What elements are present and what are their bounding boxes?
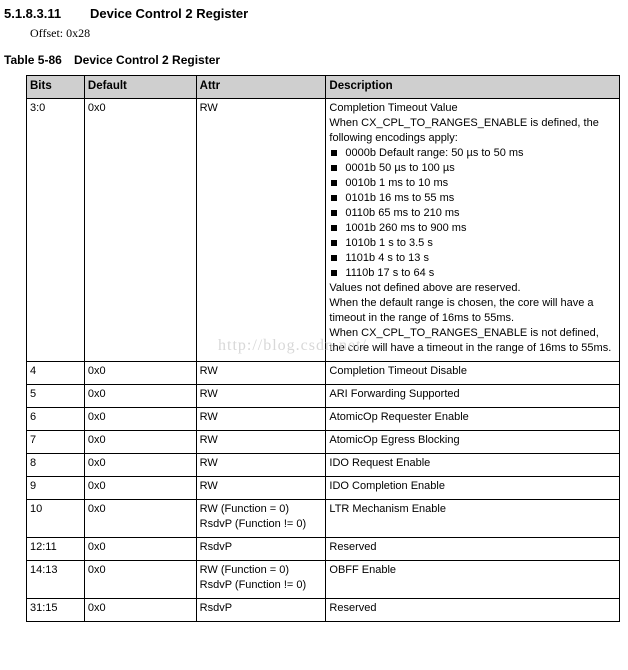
encoding-item: 1110b 17 s to 64 s <box>329 266 616 281</box>
cell-attr: RW <box>196 99 326 362</box>
cell-description: OBFF Enable <box>326 561 620 599</box>
cell-description: IDO Request Enable <box>326 454 620 477</box>
table-row <box>27 477 620 500</box>
watermark-text: http://blog.csdn.net/ <box>218 337 367 354</box>
cell-description: AtomicOp Egress Blocking <box>326 431 620 454</box>
cell-attr <box>196 538 326 561</box>
table-row <box>27 561 620 599</box>
attr-line-2: RsdvP (Function != 0) <box>199 579 307 591</box>
desc-note: Values not defined above are reserved. <box>329 282 521 294</box>
cell-bits: 14:13 <box>27 561 85 599</box>
attr-line: RW <box>199 434 218 446</box>
cell-default: 0x0 <box>84 385 196 408</box>
section-heading <box>4 6 248 21</box>
attr-line: RsdvP <box>199 541 233 553</box>
table-row <box>27 500 620 538</box>
table-header-row <box>27 76 620 99</box>
table-caption <box>4 53 220 67</box>
cell-description: LTR Mechanism Enable <box>326 500 620 538</box>
table-row <box>27 538 620 561</box>
cell-description: ARI Forwarding Supported <box>326 385 620 408</box>
cell-description: Reserved <box>326 538 620 561</box>
cell-attr <box>196 477 326 500</box>
section-title: Device Control 2 Register <box>90 6 249 21</box>
header-bits: Bits <box>27 76 85 99</box>
cell-default: 0x0 <box>84 599 196 622</box>
cell-bits: 31:15 <box>27 599 85 622</box>
cell-default: 0x0 <box>84 454 196 477</box>
cell-description: AtomicOp Requester Enable <box>326 408 620 431</box>
table-row <box>27 99 620 362</box>
cell-description: IDO Completion Enable <box>326 477 620 500</box>
table-number: Table 5-86 <box>4 53 62 67</box>
cell-attr <box>196 500 326 538</box>
attr-line: RW (Function = 0) <box>199 564 290 576</box>
cell-bits: 9 <box>27 477 85 500</box>
encoding-list <box>329 146 616 281</box>
cell-default: 0x0 <box>84 362 196 385</box>
cell-attr <box>196 385 326 408</box>
encoding-item: 1001b 260 ms to 900 ms <box>329 221 616 236</box>
cell-default: 0x0 <box>84 408 196 431</box>
table-row <box>27 454 620 477</box>
encoding-item: 1010b 1 s to 3.5 s <box>329 236 616 251</box>
encoding-item: 0110b 65 ms to 210 ms <box>329 206 616 221</box>
encoding-item: 0000b Default range: 50 µs to 50 ms <box>329 146 616 161</box>
desc-note: When the default range is chosen, the core will have a timeout in the range of 16ms to 55ms. <box>329 297 594 324</box>
attr-line: RW <box>199 411 218 423</box>
cell-description: Reserved <box>326 599 620 622</box>
section-number: 5.1.8.3.11 <box>4 6 62 21</box>
cell-bits: 5 <box>27 385 85 408</box>
attr-line: RW (Function = 0) <box>199 503 290 515</box>
table-row <box>27 599 620 622</box>
encoding-item: 0010b 1 ms to 10 ms <box>329 176 616 191</box>
cell-default: 0x0 <box>84 99 196 362</box>
cell-attr <box>196 599 326 622</box>
cell-bits: 8 <box>27 454 85 477</box>
desc-note: When CX_CPL_TO_RANGES_ENABLE is not defined, the core will have a timeout in the range of 16ms to 55ms. <box>329 327 612 354</box>
attr-line-2: RsdvP (Function != 0) <box>199 518 307 530</box>
table-row <box>27 362 620 385</box>
cell-default: 0x0 <box>84 538 196 561</box>
header-attr: Attr <box>196 76 326 99</box>
cell-attr <box>196 431 326 454</box>
cell-default: 0x0 <box>84 431 196 454</box>
encoding-item: 0101b 16 ms to 55 ms <box>329 191 616 206</box>
cell-attr <box>196 362 326 385</box>
cell-bits: 10 <box>27 500 85 538</box>
attr-line: RW <box>199 457 218 469</box>
table-row <box>27 431 620 454</box>
attr-line: RsdvP <box>199 602 233 614</box>
desc-title: Completion Timeout Value <box>329 102 458 114</box>
cell-bits: 3:0 <box>27 99 85 362</box>
table-title: Device Control 2 Register <box>74 53 221 67</box>
cell-bits: 12:11 <box>27 538 85 561</box>
cell-default: 0x0 <box>84 500 196 538</box>
attr-line: RW <box>199 388 218 400</box>
cell-attr <box>196 408 326 431</box>
encoding-item: 1101b 4 s to 13 s <box>329 251 616 266</box>
cell-description: Completion Timeout Disable <box>326 362 620 385</box>
attr-line: RW <box>199 365 218 377</box>
encoding-item: 0001b 50 µs to 100 µs <box>329 161 616 176</box>
cell-description <box>326 99 620 362</box>
cell-bits: 7 <box>27 431 85 454</box>
header-description: Description <box>326 76 620 99</box>
cell-attr <box>196 454 326 477</box>
table-row <box>27 408 620 431</box>
desc-intro: When CX_CPL_TO_RANGES_ENABLE is defined, the following encodings apply: <box>329 117 599 144</box>
register-offset: Offset: 0x28 <box>30 26 91 40</box>
cell-default: 0x0 <box>84 561 196 599</box>
cell-bits: 4 <box>27 362 85 385</box>
register-table <box>26 75 620 622</box>
cell-attr <box>196 561 326 599</box>
header-default: Default <box>84 76 196 99</box>
table-row <box>27 385 620 408</box>
cell-default: 0x0 <box>84 477 196 500</box>
cell-bits: 6 <box>27 408 85 431</box>
attr-line: RW <box>199 480 218 492</box>
